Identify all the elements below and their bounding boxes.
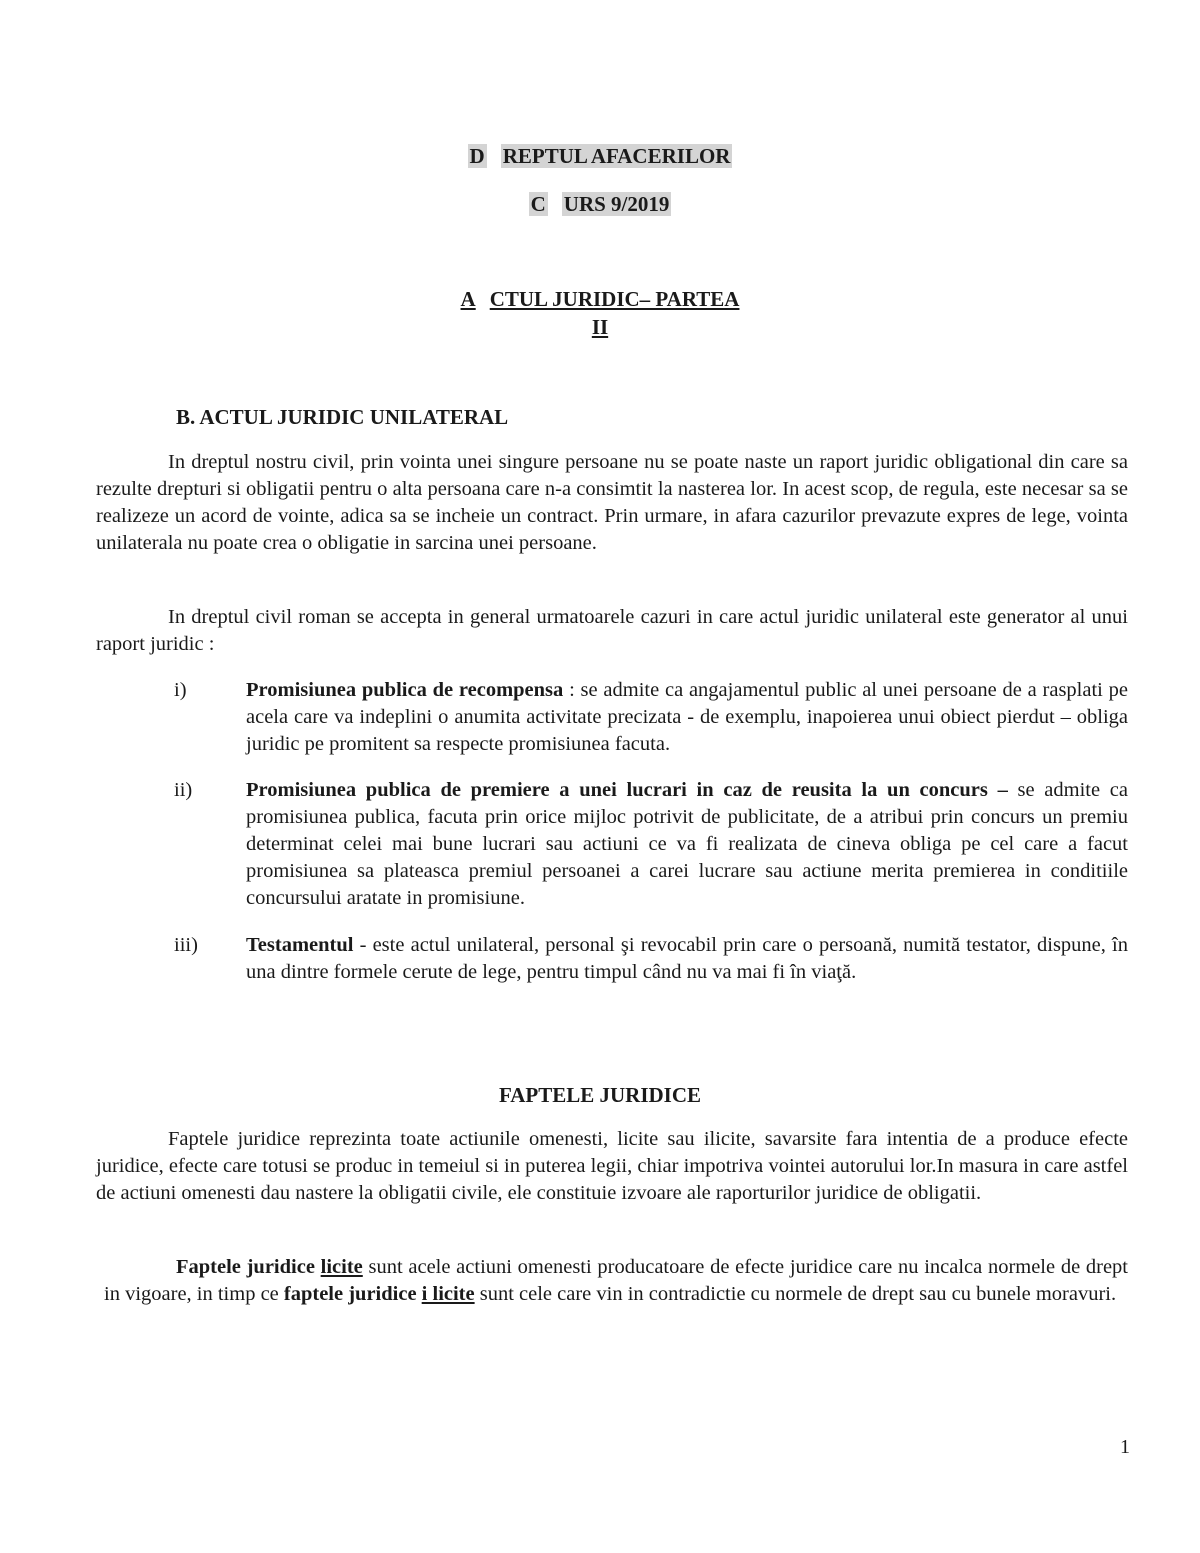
list-item [96,677,1128,758]
bold-phrase: faptele juridice [283,1283,417,1305]
paragraph-text: In dreptul civil roman se accepta in general urmatoarele cazuri in care actul juridic unilateral este generator al unui raport juridic : [96,606,1128,655]
section-b-paragraph-2 [96,604,1128,658]
list-item-body [246,777,1128,912]
topic-title [0,285,1200,313]
list-item [96,777,1128,912]
faptele-heading: FAPTELE JURIDICE [498,1083,702,1107]
paragraph-text: Faptele juridice reprezinta toate actiunile omenesti, licite sau ilicite, savarsite fara intentia de a produce efecte juridice, efecte care totusi se produc in temeiul si in puterea legii, chiar impotriva vointei autorului lor.In masura in care astfel de actiuni omenesti dau nastere la obligatii civile, ele constituie izvoare ale raporturilor juridice de obligatii. [96,1128,1128,1204]
list-item-title: Promisiunea publica de recompensa [246,679,564,701]
faptele-paragraph-2 [104,1254,1128,1308]
page-number: 1 [1120,1436,1130,1458]
faptele-paragraph-1 [96,1126,1128,1207]
list-item-text: - este actul unilateral, personal şi revocabil prin care o persoană, numită testator, dispune, în una dintre formele cerute de lege, pentru timpul când nu va mai fi în viaţă. [246,934,1128,983]
paragraph-text: In dreptul nostru civil, prin vointa unei singure persoane nu se poate naste un raport juridic obligational din care sa rezulte drepturi si obligatii pentru o alta persoana care n-a consimtit la nasterea lor. In acest scop, de regula, este necesar sa se realizeze un acord de vointe, adica sa se incheie un contract. Prin urmare, in afara cazurilor prevazute expres de lege, vointa unilaterala nu poate crea o obligatie in sarcina unei persoane. [96,451,1128,554]
document-title [0,142,1200,170]
section-b-heading: B. ACTUL JURIDIC UNILATERAL [176,405,509,429]
topic-rest: CTUL JURIDIC– PARTEA [489,287,740,311]
text-run: sunt acele actiuni omenesti producatoare de efecte juridice care nu incalca normele de drept in vigoare, in timp ce [104,1256,1129,1305]
list-item-text: se admite ca promisiunea publica, facuta prin orice mijloc potrivit de publicitate, de a atribui prin concurs un premiu determinat celei mai bune lucrari sau actiuni ce va fi realizata de cineva obliga pe cel care a facut promisiunea sa plateasca premiul persoanei a carei lucrare sau actiune merita premierea in conditiile concursului aratate in promisiune. [246,779,1128,909]
list-item-number: ii) [174,779,193,801]
list-item-number: i) [174,679,187,701]
topic-initial: A [460,287,476,311]
section-b-paragraph-1 [96,449,1128,557]
list-item-body [246,677,1128,758]
title-rest: REPTUL AFACERILOR [502,144,731,168]
topic-title-part [0,313,1200,341]
list-item-body [246,932,1128,986]
list-item-text: : se admite ca angajamentul public al unei persoane de a rasplati pe acela care va indeplini o anumita activitate precizata - de exemplu, inapoierea unui obiect pierdut – obliga juridic pe promitent sa respecte promisiunea facuta. [246,679,1128,755]
list-item [96,932,1128,986]
course-rest: URS 9/2019 [563,192,670,216]
topic-part-number: II [591,315,609,339]
text-run: sunt cele care vin in contradictie cu normele de drept sau cu bunele moravuri. [474,1283,1117,1305]
underlined-term: i licite [421,1283,475,1305]
list-item-title: Promisiunea publica de premiere a unei lucrari in caz de reusita la un concurs – [246,779,1008,801]
bold-phrase: Faptele juridice [176,1256,315,1278]
course-title [0,190,1200,218]
title-initial: D [469,144,485,168]
list-item-title: Testamentul [246,934,354,956]
underlined-term: licite [320,1256,363,1278]
paragraph-text [104,1254,1128,1308]
course-initial: C [530,192,546,216]
list-item-number: iii) [174,934,198,956]
